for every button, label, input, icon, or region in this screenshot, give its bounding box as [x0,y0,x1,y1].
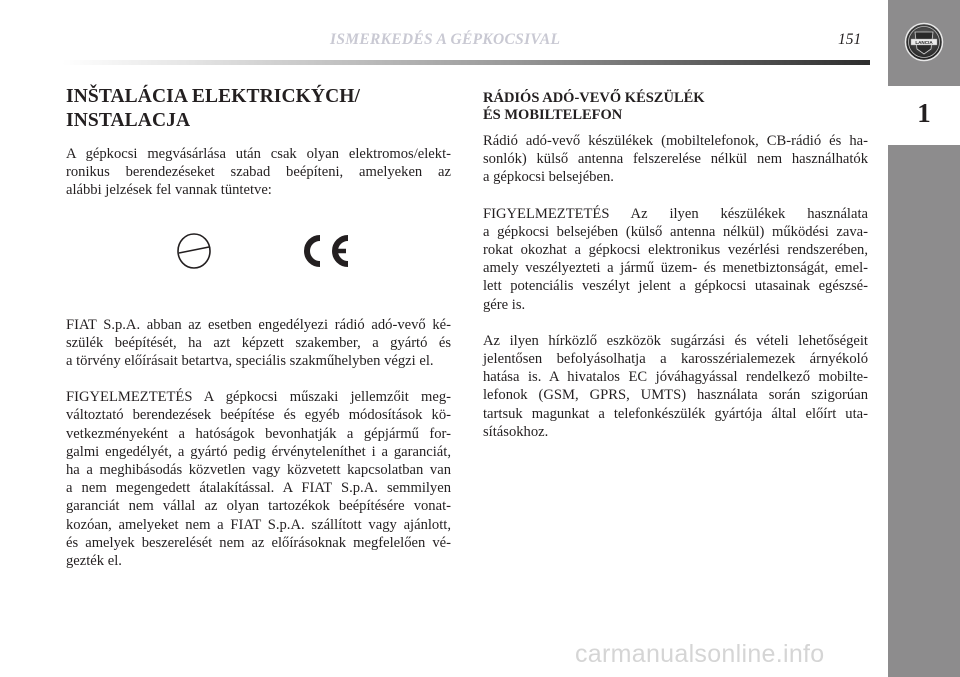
text-line: Az ilyen hírközlő eszközök sugárzási és vételi lehetőségeit [483,332,868,349]
section-heading-installation [66,85,451,133]
text-line: kozóan, amelyeket nem a FIAT S.p.A. szállított vagy ajánlott, [66,516,451,533]
lancia-logo-icon [904,22,944,62]
text-line: szülék beépítését, ha azt képzett szakember, a gyártó és [66,334,451,351]
heading-line: ÉS MOBILTELEFON [483,107,623,123]
watermark: carmanualsonline.info [575,640,825,668]
text-line: galmi engedélyét, a gyártó pedig érvényteleníthet i a garanciát, [66,443,451,460]
text-line: tartsuk magunkat a telefonkészülék gyártója által előírt uta- [483,405,868,422]
text-line: A gépkocsi megvásárlása után csak olyan elektromos/elekt- [66,146,451,162]
text-line: vetkezményeként a hatóságok bevonhatják a gépjármű for- [66,425,451,442]
text-line: a gépkocsi belsejében (külső antenna nélkül) működési zava- [483,223,868,240]
text-line: amely veszélyezteti a jármű üzem- és menetbiztonságát, emel- [483,260,868,277]
heading-line: RÁDIÓS ADÓ-VEVŐ KÉSZÜLÉK [483,90,705,106]
header-rule [62,60,870,65]
paragraph-installation-intro [66,145,451,200]
text-line: FIGYELMEZTETÉS A gépkocsi műszaki jellemzőit meg- [66,389,451,406]
page-number: 151 [838,31,862,48]
text-line: sításokhoz. [483,423,549,440]
text-line: a törvény előírásait betartva, speciális szakműhelyben végzi el. [66,353,434,370]
ce-mark-icon [296,234,352,268]
heading-line: INŠTALÁCIA ELEKTRICKÝCH/ [66,86,361,107]
heading-line: INSTALACJA [66,110,191,131]
paragraph-radio-intro [483,132,868,187]
text-line: ronikus berendezéseket szabad beépíteni, amelyeken az [66,164,451,181]
left-column [66,85,451,570]
text-line: ha a meghibásodás közvetlen vagy közvetett kapcsolatban van [66,462,451,479]
text-line: a gépkocsi belsejében. [483,169,614,186]
text-line: rokat okozhat a gépkocsi elektronikus vezérlési rendszerében, [483,242,868,259]
certification-marks [66,200,451,300]
text-line: alábbi jelzések fel vannak tüntetve: [66,182,272,199]
paragraph-warning-modifications [66,388,451,570]
chapter-number: 1 [917,98,931,128]
text-line: FIAT S.p.A. abban az esetben engedélyezi rádió adó-vevő ké- [66,316,451,333]
text-line: jelentősen befolyásolhatja a karosszérialemezek árnyékoló [483,351,868,368]
right-column [483,90,868,441]
paragraph-fiat-approval [66,316,451,371]
text-line: lefonok (GSM, GPRS, UMTS) használata során szigorúan [483,387,868,404]
text-line: lett potenciális veszélyt jelent a gépkocsi utasainak egészsé- [483,278,868,295]
text-line: és amelyek beszerelését nem az előírásoknak megfelelően vé- [66,534,451,551]
text-line: változtató berendezések beépítése és egyéb módosítások kö- [66,407,451,424]
text-line: a nem megengedett átalakítással. A FIAT S.p.A. semmilyen [66,480,451,497]
text-line: hatása is. A hivatalos EC jóváhagyással rendelkező mobilte- [483,369,868,386]
text-line: sonlók) külső antenna felszerelése nélkül nem használhatók [483,151,868,168]
text-line: gezték el. [66,553,122,570]
logo-text: LANCIA [915,39,933,45]
running-header-title: ISMERKEDÉS A GÉPKOCSIVAL [330,31,561,48]
text-line: garanciát nem vállal az olyan tartozékok beépítésére vonat- [66,498,451,515]
paragraph-shielding [483,332,868,441]
text-line: FIGYELMEZTETÉS Az ilyen készülékek használata [483,205,868,222]
text-line: gére is. [483,296,526,313]
text-line: Rádió adó-vevő készülékek (mobiltelefonok, CB-rádió és ha- [483,133,868,149]
section-heading-radio [483,90,868,124]
e-mark-icon [176,232,212,270]
paragraph-radio-warning [483,205,868,314]
